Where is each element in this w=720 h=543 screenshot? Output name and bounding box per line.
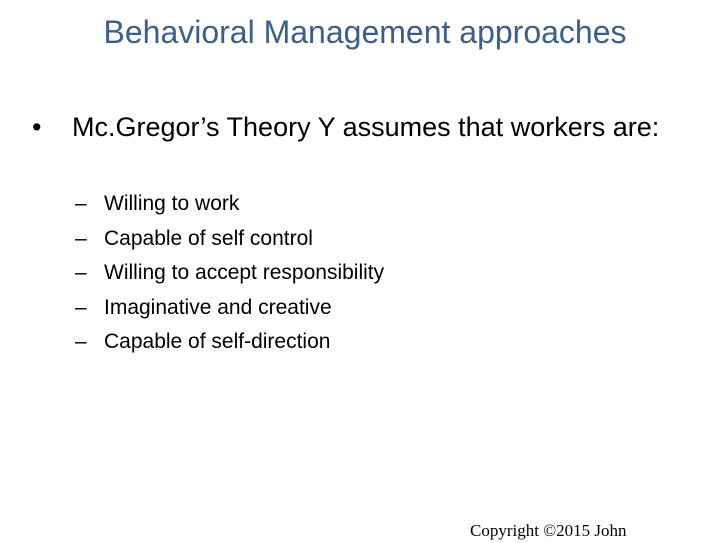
main-bullet [32, 110, 672, 144]
list-item [75, 291, 635, 326]
list-item-text: Willing to work [104, 192, 240, 215]
list-item-text: Willing to accept responsibility [104, 261, 385, 284]
slide-title: Behavioral Management approaches [103, 14, 627, 50]
dash-marker: – [75, 226, 87, 250]
list-item [75, 325, 635, 360]
copyright-footer: Copyright ©2015 John [470, 521, 627, 540]
sub-bullet-list [75, 187, 635, 360]
list-item-text: Capable of self-direction [104, 330, 331, 353]
dash-marker: – [75, 330, 87, 353]
list-item [75, 222, 635, 257]
dash-marker: – [75, 295, 87, 319]
bullet-marker: • [32, 112, 42, 142]
dash-marker: – [75, 192, 87, 215]
list-item [75, 187, 635, 222]
list-item-text: Capable of self control [104, 226, 313, 250]
dash-marker: – [75, 261, 87, 284]
list-item [75, 256, 635, 291]
list-item-text: Imaginative and creative [104, 295, 332, 319]
main-bullet-text: Mc.Gregor’s Theory Y assumes that workers are: [72, 112, 660, 142]
